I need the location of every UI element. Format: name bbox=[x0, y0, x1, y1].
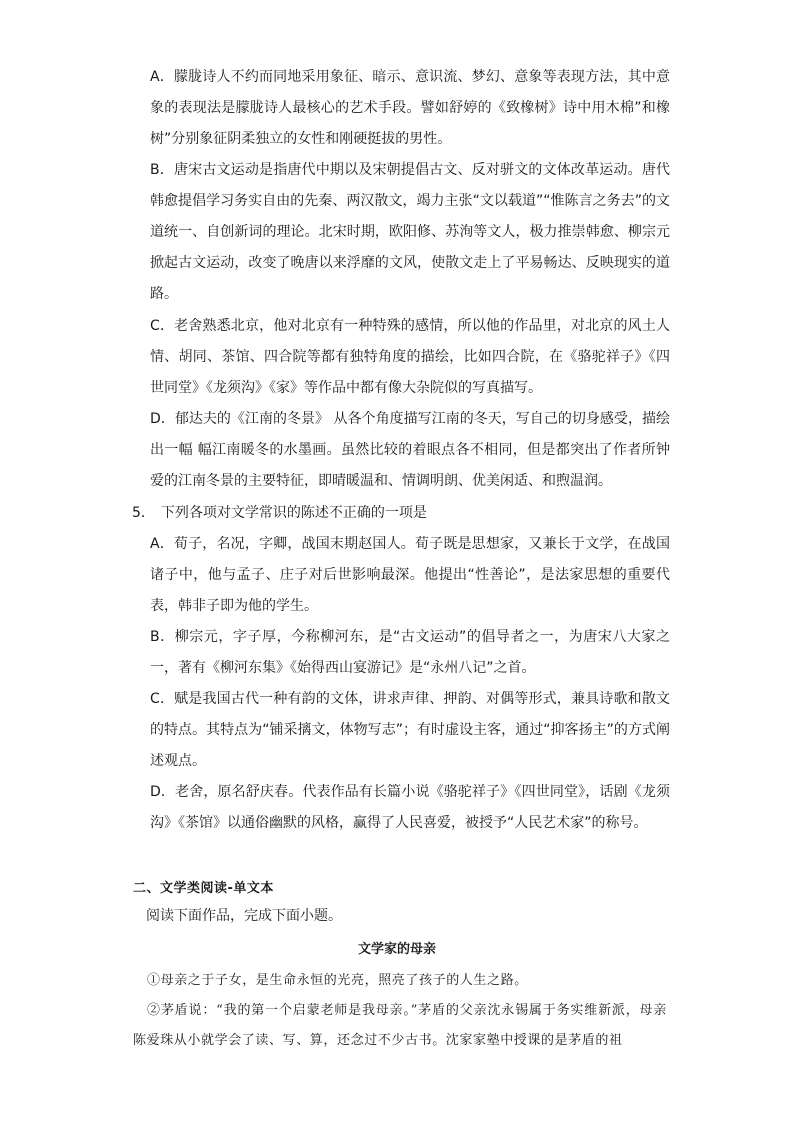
q5-option-b bbox=[150, 622, 670, 684]
q4-option-a-text: A．朦胧诗人不约而同地采用象征、暗示、意识流、梦幻、意象等表现方法，其中意象的表现法是朦胧诗人最核心的艺术手段。譬如舒婷的《致橡树》诗中用木棉”和橡树”分别象征阴柔独立的女性和刚硬挺拔的男性。 bbox=[150, 69, 670, 147]
reading-instruction: 阅读下面作品，完成下面小题。 bbox=[146, 908, 342, 924]
q5-option-b-text: B．柳宗元，字子厚，今称柳河东，是“古文运动”的倡导者之一，为唐宋八大家之一，著有《柳河东集》《始得西山宴游记》是“永州八记”之首。 bbox=[150, 629, 670, 676]
q5-number: 5． bbox=[132, 505, 155, 521]
q5-option-a bbox=[150, 529, 670, 622]
q5-stem-text: 下列各项对文学常识的陈述不正确的一项是 bbox=[160, 505, 427, 521]
q5-option-d-text: D．老舍，原名舒庆春。代表作品有长篇小说《骆驼祥子》《四世同堂》，话剧《龙须沟》《茶馆》以通俗幽默的风格，赢得了人民喜爱，被授予“人民艺术家”的称号。 bbox=[150, 784, 670, 831]
article-title: 文学家的母亲 bbox=[357, 942, 436, 957]
q4-option-c-text: C．老舍熟悉北京，他对北京有一种特殊的感情，所以他的作品里，对北京的风土人情、胡同、茶馆、四合院等都有独特角度的描绘，比如四合院，在《骆驼祥子》《四世同堂》《龙须沟》《家》等作品中都有像大杂院似的写真描写。 bbox=[150, 318, 670, 396]
q5-option-c bbox=[150, 684, 670, 777]
q5-option-d bbox=[150, 777, 670, 839]
article-paragraph-1: ①母亲之于子女，是生命永恒的光亮，照亮了孩子的人生之路。 bbox=[147, 973, 528, 988]
q5-stem bbox=[132, 498, 427, 529]
q4-option-c bbox=[150, 311, 670, 404]
q4-option-a bbox=[150, 62, 670, 155]
q5-option-c-text: C．赋是我国古代一种有韵的文体，讲求声律、押韵、对偶等形式，兼具诗歌和散文的特点。其特点为“铺采摛文，体物写志”；有时虚设主客，通过“抑客扬主”的方式阐述观点。 bbox=[150, 691, 670, 769]
q4-option-b bbox=[150, 155, 670, 310]
q5-option-a-text: A．荀子，名况，字卿，战国末期赵国人。荀子既是思想家，又兼长于文学，在战国诸子中，他与孟子、庄子对后世影响最深。他提出“性善论”，是法家思想的重要代表，韩非子即为他的学生。 bbox=[150, 536, 670, 614]
q4-option-d bbox=[150, 404, 670, 497]
article-paragraph-2: ②茅盾说：“我的第一个启蒙老师是我母亲。”茅盾的父亲沈永锡属于务实维新派，母亲陈爱珠从小就学会了读、写、算，还念过不少古书。沈家家塾中授课的是茅盾的祖 bbox=[133, 1003, 667, 1048]
q4-option-b-text: B．唐宋古文运动是指唐代中期以及宋朝提倡古文、反对骈文的文体改革运动。唐代韩愈提倡学习务实自由的先秦、两汉散文，竭力主张“文以载道”“惟陈言之务去”的文道统一、自创新词的理论。北宋时期，欧阳修、苏洵等文人，极力推崇韩愈、柳宗元掀起古文运动，改变了晚唐以来浮靡的文风，使散文走上了平易畅达、反映现实的道路。 bbox=[150, 162, 670, 302]
article-body bbox=[133, 966, 667, 1056]
section-heading: 二、文学类阅读-单文本 bbox=[133, 881, 274, 896]
q4-option-d-text: D．郁达夫的《江南的冬景》 从各个角度描写江南的冬天，写自己的切身感受，描绘出一幅 幅江南暖冬的水墨画。虽然比较的着眼点各不相同，但是都突出了作者所钟爱的江南冬景的主要特征，即晴暖温和、情调明朗、优美闲适、和煦温润。 bbox=[150, 411, 670, 489]
